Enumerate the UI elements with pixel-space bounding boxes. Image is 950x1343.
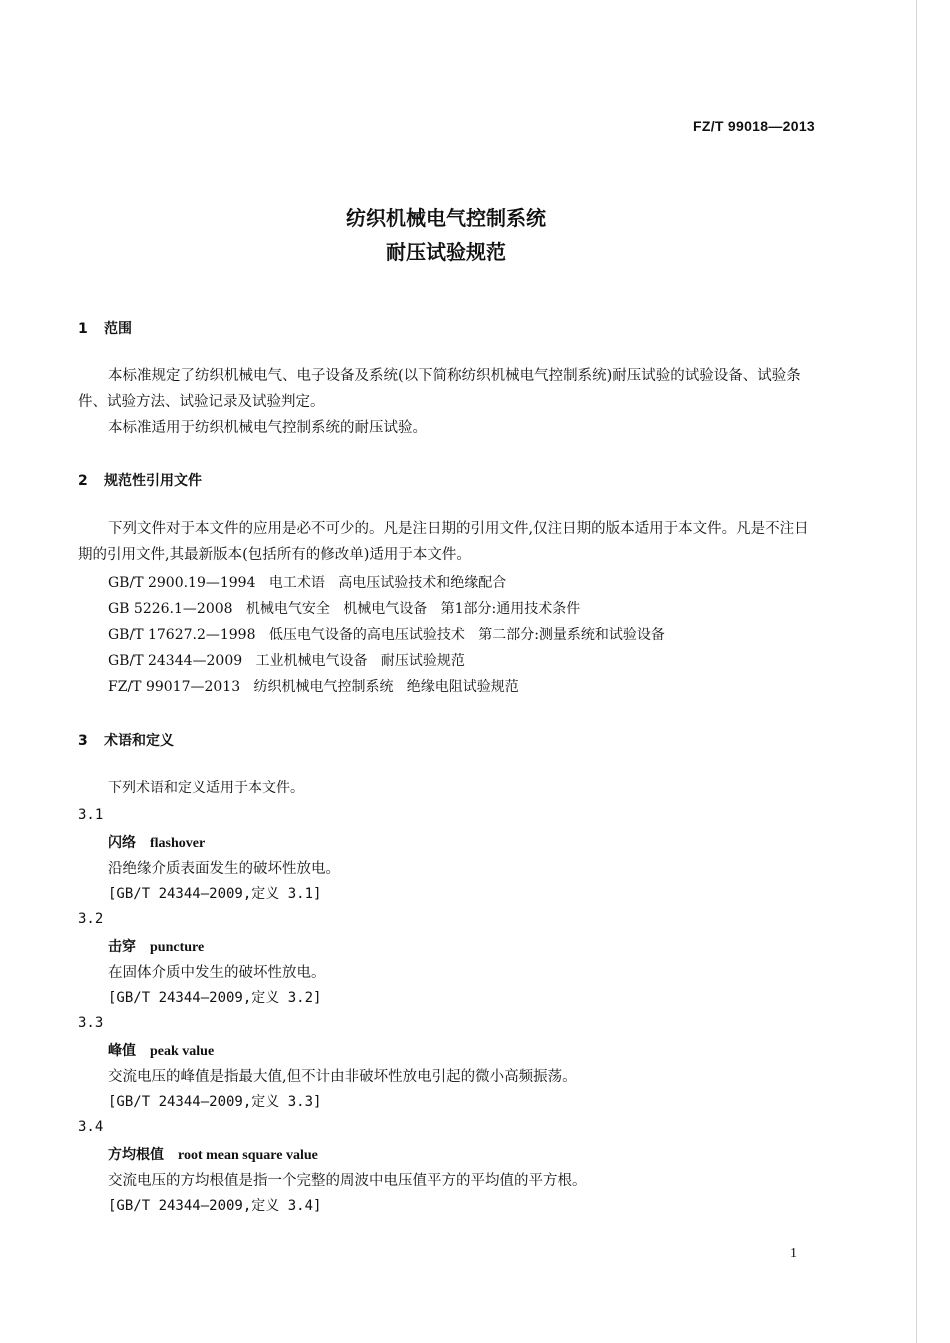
term-definition: 在固体介质中发生的破坏性放电。 [108, 965, 326, 981]
reference-item: GB/T 17627.2—1998 低压电气设备的高电压试验技术 第二部分:测量系统和试验设备 [108, 627, 665, 643]
term-source: [GB/T 24344—2009,定义 3.2] [108, 990, 322, 1006]
section-2-intro: 下列文件对于本文件的应用是必不可少的。凡是注日期的引用文件,仅注日期的版本适用于本文件。凡是不注日期的引用文件,其最新版本(包括所有的修改单)适用于本文件。 [78, 521, 809, 563]
term-number: 3.1 [78, 807, 104, 823]
term-definition: 交流电压的方均根值是指一个完整的周波中电压值平方的平均值的平方根。 [108, 1173, 587, 1189]
term-number: 3.2 [78, 911, 104, 927]
scan-edge-line [916, 0, 917, 1343]
term-definition: 交流电压的峰值是指最大值,但不计由非破坏性放电引起的微小高频振荡。 [108, 1069, 577, 1085]
term-heading [108, 1040, 214, 1060]
section-number: 1 [78, 321, 88, 337]
document-code: FZ/T 99018—2013 [692, 118, 815, 134]
term-source: [GB/T 24344—2009,定义 3.1] [108, 886, 322, 902]
term-heading [108, 936, 204, 956]
term-cn: 闪络 [108, 835, 136, 851]
page-number: 1 [790, 1246, 797, 1261]
reference-item: GB/T 2900.19—1994 电工术语 高电压试验技术和绝缘配合 [108, 575, 507, 591]
term-number: 3.3 [78, 1015, 104, 1031]
title-line-2: 耐压试验规范 [386, 240, 506, 264]
section-title: 规范性引用文件 [104, 473, 202, 489]
term-source: [GB/T 24344—2009,定义 3.4] [108, 1198, 322, 1214]
term-en: peak value [150, 1044, 215, 1059]
section-number: 2 [78, 473, 88, 489]
term-source: [GB/T 24344—2009,定义 3.3] [108, 1094, 322, 1110]
term-cn: 峰值 [108, 1043, 136, 1059]
reference-item: GB/T 24344—2009 工业机械电气设备 耐压试验规范 [108, 653, 465, 669]
reference-item: GB 5226.1—2008 机械电气安全 机械电气设备 第1部分:通用技术条件 [108, 601, 581, 617]
section-1-paragraph-1: 本标准规定了纺织机械电气、电子设备及系统(以下简称纺织机械电气控制系统)耐压试验的试验设备、试验条件、试验方法、试验记录及试验判定。 [78, 368, 801, 410]
title-line-1: 纺织机械电气控制系统 [346, 206, 546, 230]
section-title: 术语和定义 [104, 733, 174, 749]
term-heading [108, 1144, 318, 1164]
section-1-paragraph-2: 本标准适用于纺织机械电气控制系统的耐压试验。 [108, 420, 427, 436]
section-3-heading [78, 730, 174, 750]
term-number: 3.4 [78, 1119, 104, 1135]
section-number: 3 [78, 733, 88, 749]
term-cn: 击穿 [108, 939, 136, 955]
term-en: root mean square value [178, 1148, 318, 1163]
section-title: 范围 [104, 321, 132, 337]
term-cn: 方均根值 [108, 1147, 164, 1163]
section-3-intro: 下列术语和定义适用于本文件。 [108, 780, 304, 796]
term-en: flashover [150, 836, 206, 851]
section-1-heading [78, 318, 132, 338]
term-heading [108, 832, 205, 852]
term-en: puncture [150, 940, 205, 955]
reference-item: FZ/T 99017—2013 纺织机械电气控制系统 绝缘电阻试验规范 [108, 679, 519, 695]
term-definition: 沿绝缘介质表面发生的破坏性放电。 [108, 861, 340, 877]
section-2-heading [78, 470, 202, 490]
